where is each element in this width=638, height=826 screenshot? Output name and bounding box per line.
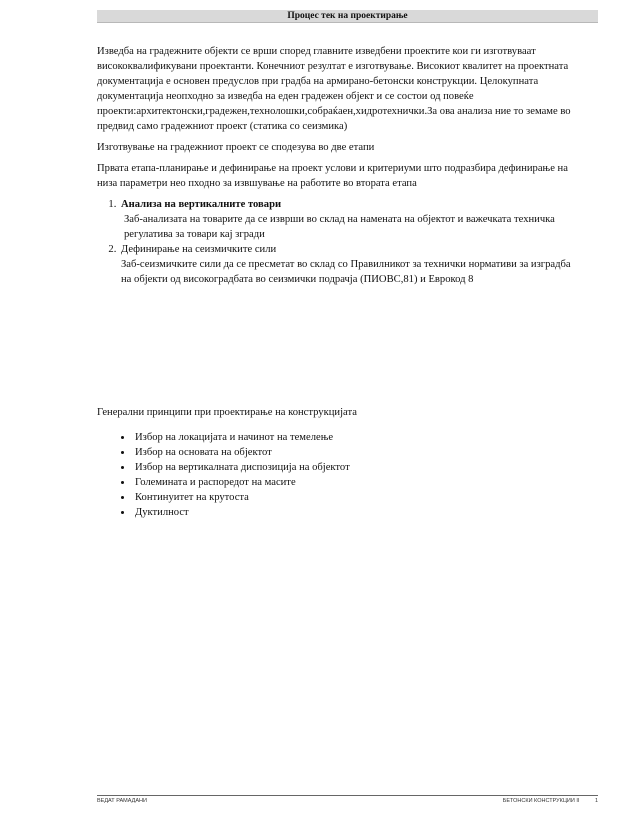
first-stage-paragraph: Првата етапа-планирање и дефинирање на проект услови и критериуми што подразбира дефинирање на низа параметри нео пходно за извшување на работите во втората етапа bbox=[97, 163, 568, 189]
list-item: • Дуктилност bbox=[133, 505, 583, 520]
intro-paragraph: Изведба на градежните објекти се врши според главните изведбени проектите кои ги изготвуваат висококвалификувани проектанти. Конечниот резултат е изготвување. Високиот квалитет на проектната документација е основен предуслов при градба на армирано-бетонски конструкции. Целокупната документација неопходно за изведба на еден градежен објект и се состои од повеќе проекти:архитектонски,градежен,технолошки,собраќаен,хидротехнички.За ова анализа ние то земаме во предвид само градежниот проект (статика со сеизмика) bbox=[97, 46, 571, 132]
principles-title: Генерални принципи при проектирање на конструкцијата bbox=[97, 407, 357, 418]
step-text: Заб-анализата на товарите да се изврши во склад на намената на објектот и важечката техничка регулатива за товари кај згради bbox=[124, 214, 555, 240]
header-title: Процес тек на проектирање bbox=[287, 11, 408, 21]
page-number: 1 bbox=[594, 798, 598, 804]
footer-divider bbox=[97, 795, 598, 796]
footer-course-title: БЕТОНСКИ КОНСТРУКЦИИ II bbox=[502, 798, 580, 804]
list-item: • Избор на локацијата и начинот на темелење bbox=[133, 430, 583, 445]
page-header bbox=[97, 10, 598, 23]
stage-steps-list bbox=[97, 197, 577, 287]
document-body bbox=[97, 44, 577, 287]
principles-list bbox=[97, 430, 583, 520]
step-title: Дефинирање на сеизмичките сили bbox=[121, 244, 277, 255]
stages-paragraph: Изготвување на градежниот проект се сподезува во две етапи bbox=[97, 142, 375, 153]
list-item: • Големината и распоредот на масите bbox=[133, 475, 583, 490]
footer-course bbox=[503, 798, 598, 804]
list-item: • Избор на основата на објектот bbox=[133, 445, 583, 460]
list-item: • Избор на вертикалната диспозиција на објектот bbox=[133, 460, 583, 475]
footer-author: ВЕДАТ РАМАДАНИ bbox=[97, 798, 147, 804]
step-title: Анализа на вертикалните товари bbox=[121, 199, 282, 210]
list-item: • Континуитет на крутоста bbox=[133, 490, 583, 505]
step-text: Заб-сеизмичките сили да се пресметат во склад со Правилникот за технички нормативи за изградба на објекти од високоградбата во сеизмички подрачја (ПИОВС,81) и Еврокод 8 bbox=[121, 259, 571, 285]
list-item bbox=[119, 197, 577, 242]
list-item bbox=[119, 242, 577, 287]
